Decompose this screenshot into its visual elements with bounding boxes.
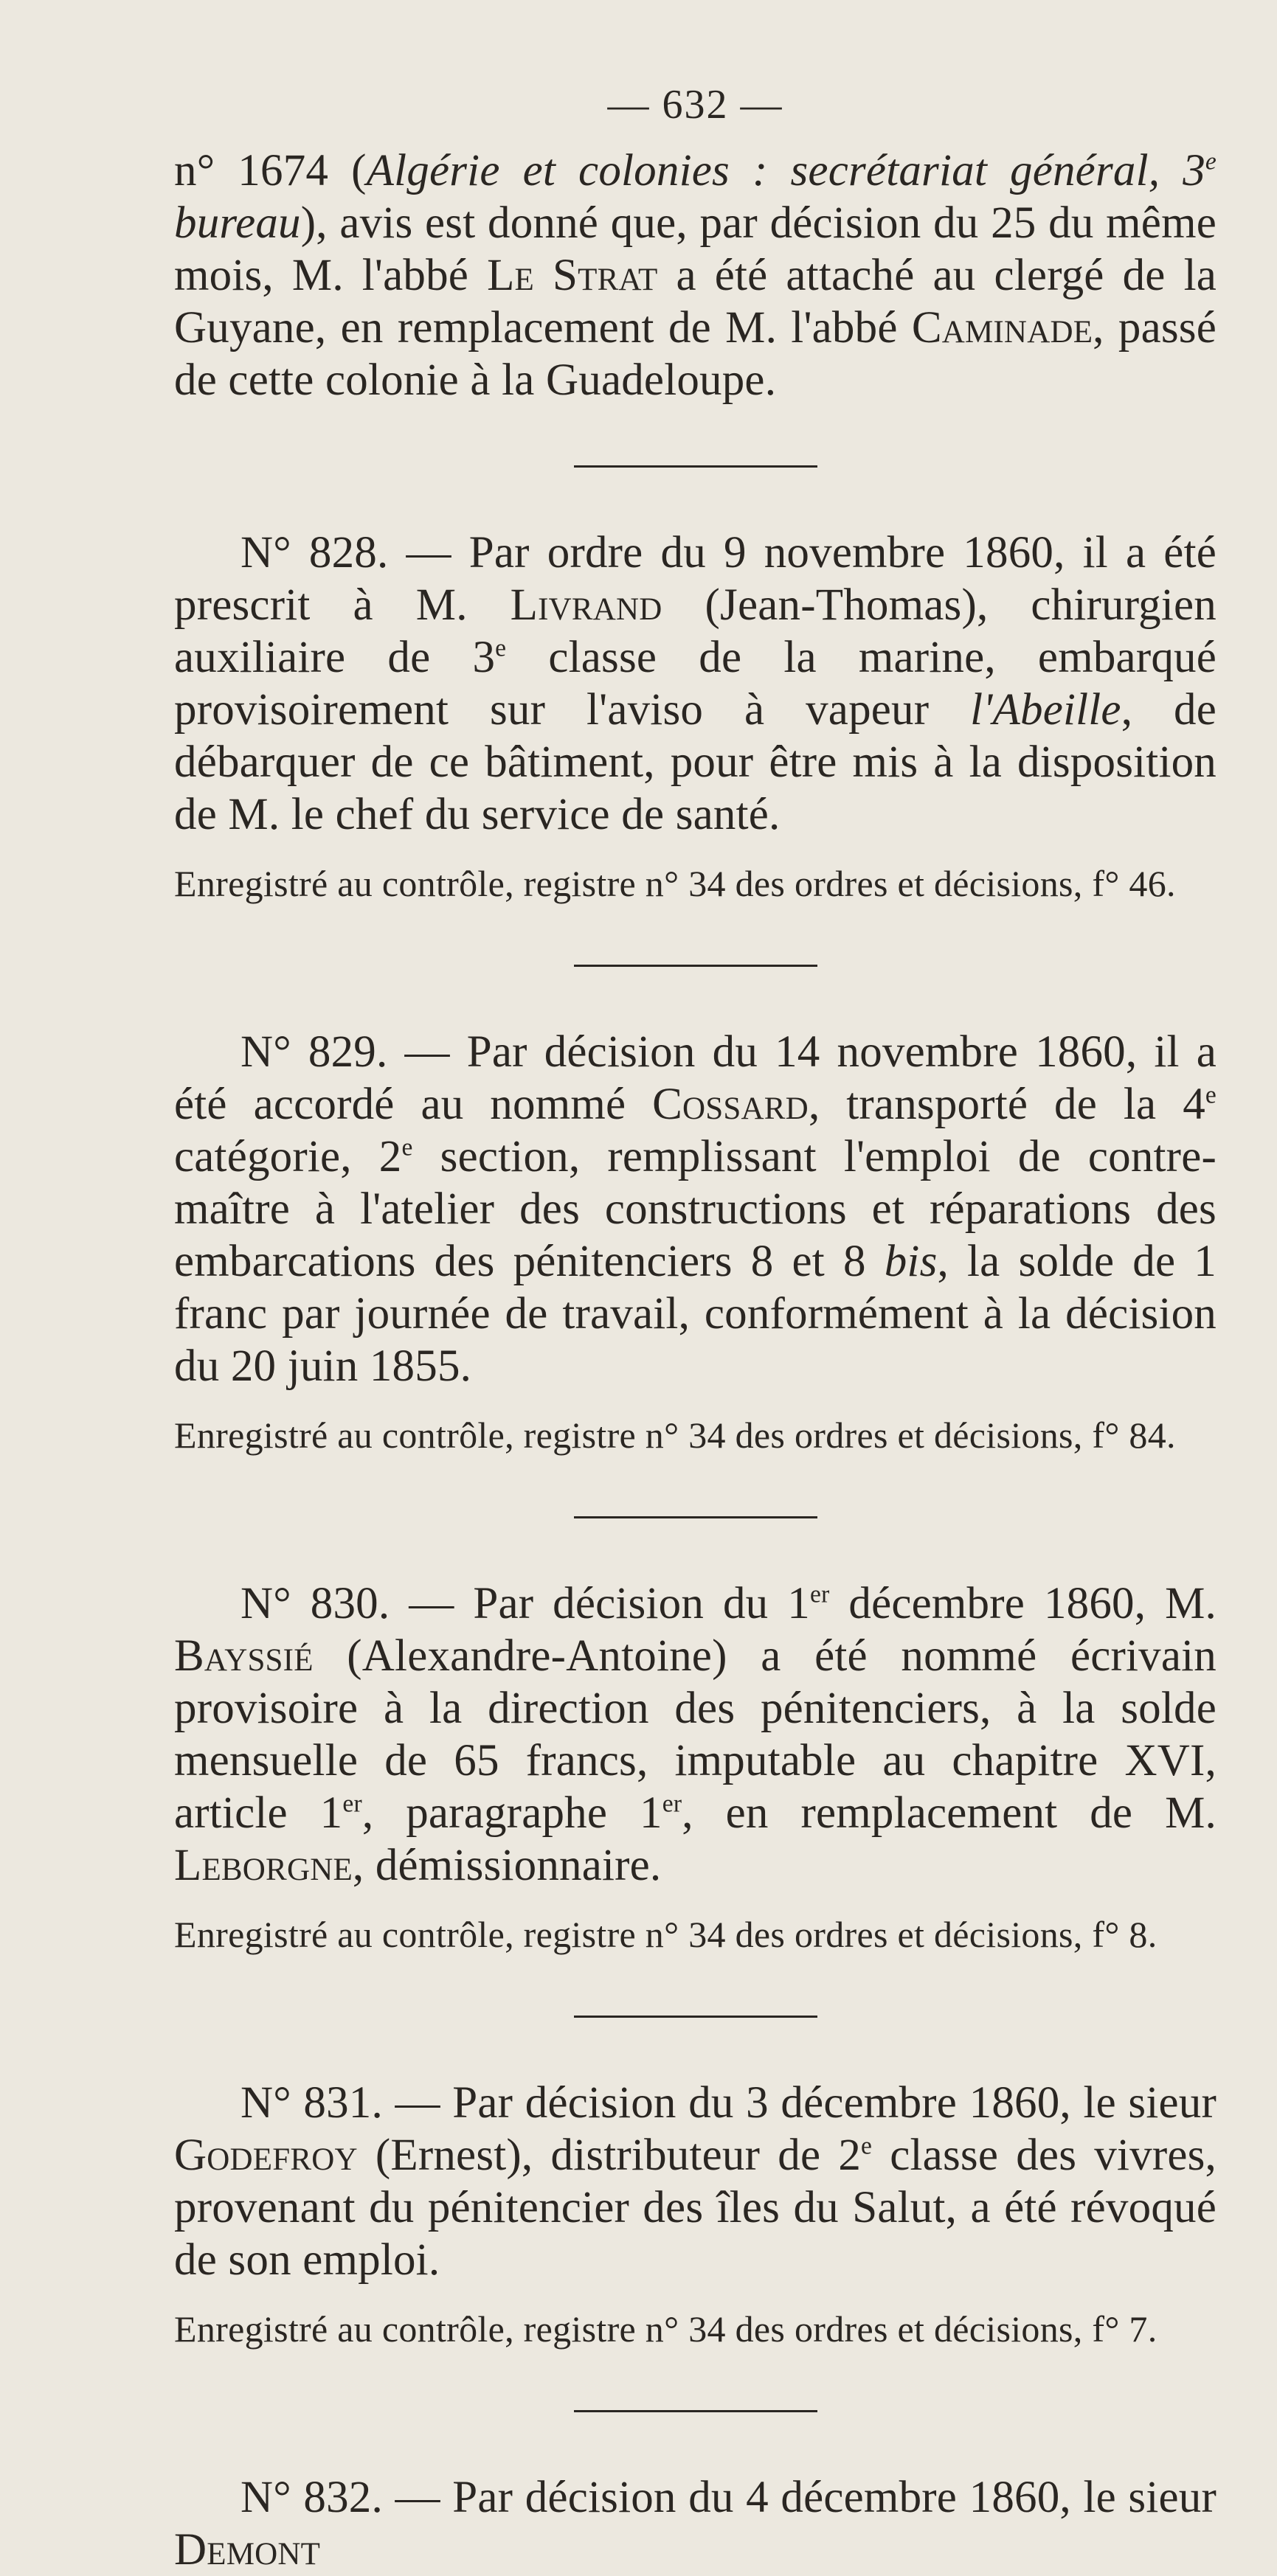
entry-828-name: Livrand (510, 580, 662, 630)
entry-829-sup-2: e (401, 1133, 413, 1162)
entry-830-name-2: Leborgne (174, 1840, 353, 1890)
entry-829-registration: Enregistré au contrôle, registre n° 34 des ordres et décisions, f° 84. (174, 1414, 1176, 1456)
entry-828-text-4: , de débarquer de ce bâtiment, pour être mis à la disposition de M. le chef du service de santé. (174, 684, 1217, 839)
entry-830-sup-3: er (662, 1790, 682, 1818)
intro-name-caminade: Caminade (911, 302, 1093, 353)
entry-830-text-2: décembre 1860, M. (829, 1578, 1217, 1628)
entry-830-sup-2: er (342, 1790, 362, 1818)
entry-830-text-5: , en remplacement de M. (682, 1788, 1217, 1838)
entry-829-name: Cossard (652, 1079, 809, 1129)
section-divider (574, 1516, 817, 1518)
entry-828-ship: l'Abeille (970, 684, 1121, 735)
entry-830-sup: er (809, 1580, 830, 1608)
page-number-header: — 632 — (607, 82, 783, 128)
entry-828-text-1: N° 828. — Par ordre du 9 novembre 1860, il a été prescrit à M. (174, 527, 1217, 630)
intro-italic-text-2: bureau (174, 198, 301, 248)
entry-829 (174, 1026, 1217, 1392)
entry-831 (174, 2077, 1217, 2286)
entry-829-text-2: , transporté de la 4 (808, 1079, 1205, 1129)
entry-831-sup: e (861, 2132, 873, 2160)
entry-831-text-1: N° 831. — Par décision du 3 décembre 1860, le sieur (240, 2077, 1217, 2128)
entry-828-sup: e (495, 634, 507, 662)
entry-828-text-2: (Jean-Thomas), chirurgien auxiliaire de 3 (174, 580, 1217, 682)
entry-831-name: Godefroy (174, 2130, 358, 2180)
entry-829-text-3: catégorie, 2 (174, 1131, 402, 1181)
entry-832-text-1: N° 832. — Par décision du 4 décembre 1860, le sieur (240, 2472, 1217, 2522)
entry-830-text-3: (Alexandre-Antoine) a été nommé écrivain provisoire à la direction des pénitenciers, à la solde mensuelle de 65 francs, imputable au chapitre XVI, article 1 (174, 1631, 1217, 1838)
section-divider (574, 2410, 817, 2412)
entry-829-bis: bis (884, 1236, 938, 1286)
entry-828 (174, 527, 1217, 841)
entry-830-registration: Enregistré au contrôle, registre n° 34 des ordres et décisions, f° 8. (174, 1913, 1157, 1955)
entry-830-text-4: , paragraphe 1 (361, 1788, 662, 1838)
intro-paragraph (174, 145, 1217, 406)
entry-831-text-2: (Ernest), distributeur de 2 (357, 2130, 862, 2180)
entry-831-registration: Enregistré au contrôle, registre n° 34 des ordres et décisions, f° 7. (174, 2308, 1157, 2350)
intro-rest-2: a été attaché au clergé de la Guyane, en remplacement de M. l'abbé (174, 250, 1217, 353)
intro-name-le-strat: Le Strat (487, 250, 658, 300)
entry-828-registration: Enregistré au contrôle, registre n° 34 des ordres et décisions, f° 46. (174, 862, 1176, 904)
section-divider (574, 465, 817, 468)
entry-830-name: Bayssié (174, 1631, 314, 1681)
entry-829-text-1: N° 829. — Par décision du 14 novembre 1860, il a été accordé au nommé (174, 1027, 1217, 1129)
intro-italic-text: Algérie et colonies : secrétariat général, 3 (366, 145, 1205, 195)
entry-830-text-6: , démissionnaire. (352, 1840, 662, 1890)
intro-rest-1: ), avis est donné que, par décision du 25 du même mois, M. l'abbé (174, 198, 1217, 300)
section-divider (574, 2016, 817, 2018)
entry-832-name: Demont (174, 2524, 321, 2575)
intro-sup: e (1205, 147, 1217, 176)
entry-829-text-5: , la solde de 1 franc par journée de travail, conformément à la décision du 20 juin 1855. (174, 1236, 1217, 1391)
entry-828-text-3: classe de la marine, embarqué provisoirement sur l'aviso à vapeur (174, 632, 1217, 735)
intro-rest-3: , passé de cette colonie à la Guadeloupe. (174, 302, 1217, 405)
entry-830-text-1: N° 830. — Par décision du 1 (240, 1578, 810, 1628)
entry-832 (174, 2471, 1217, 2576)
entry-829-sup: e (1205, 1081, 1217, 1109)
section-divider (574, 965, 817, 967)
entry-831-text-3: classe des vivres, provenant du pénitencier des îles du Salut, a été révoqué de son emploi. (174, 2130, 1217, 2285)
intro-lead: n° 1674 ( (174, 145, 367, 195)
entry-830 (174, 1577, 1217, 1892)
entry-829-text-4: section, remplissant l'emploi de contre-maître à l'atelier des constructions et réparations des embarcations des pénitenciers 8 et 8 (174, 1131, 1217, 1286)
